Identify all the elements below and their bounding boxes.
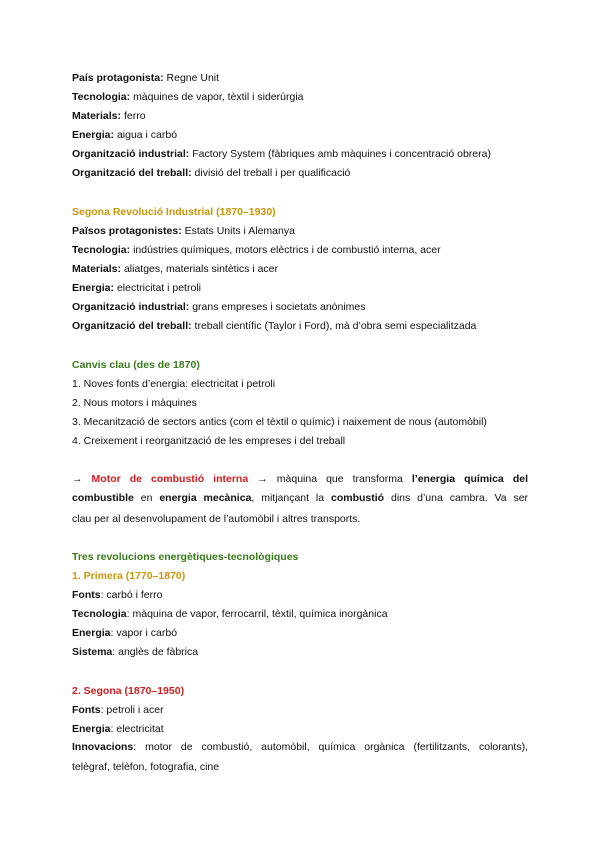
detail-row — [72, 262, 278, 276]
detail-row — [72, 128, 177, 142]
detail-row — [72, 607, 388, 621]
list-item: 3. Mecanització de sectors antics (com el tèxtil o químic) i naixement de nous (automòbil) — [72, 416, 487, 428]
detail-label: Materials: — [72, 263, 122, 275]
detail-value: màquines de vapor, tèxtil i siderúrgia — [133, 91, 304, 103]
detail-row — [72, 319, 476, 333]
list-item: 2. Nous motors i màquines — [72, 397, 197, 409]
detail-value: : carbó i ferro — [100, 589, 163, 601]
definition-text: dins d’una cambra. Va ser — [390, 492, 529, 504]
detail-label: Energia — [72, 627, 111, 639]
definition-text: màquina que transforma — [276, 473, 403, 485]
detail-value: : electricitat — [110, 723, 164, 735]
subsection-heading: 2. Segona (1870–1950) — [72, 685, 185, 697]
detail-value: : vapor i carbó — [110, 627, 178, 639]
detail-row — [72, 71, 219, 85]
detail-label: Tecnologia: — [72, 244, 131, 256]
definition-line — [72, 489, 528, 508]
detail-label: Materials: — [72, 110, 122, 122]
detail-label: Tecnologia: — [72, 91, 131, 103]
detail-value: aigua i carbó — [116, 129, 178, 141]
detail-row — [72, 243, 441, 257]
definition-line: clau per al desenvolupament de l’automòbil i altres transports. — [72, 513, 361, 525]
detail-label: País protagonista: — [72, 72, 164, 84]
detail-label: Organització del treball: — [72, 320, 192, 332]
definition-line — [72, 470, 528, 489]
detail-label: Innovacions — [72, 741, 134, 753]
definition-emphasis: l’energia química del — [411, 473, 528, 485]
detail-row — [72, 722, 164, 736]
detail-value: treball científic (Taylor i Ford), mà d’obra semi especialitzada — [194, 320, 477, 332]
detail-label: Fonts — [72, 704, 101, 716]
definition-emphasis: combustió — [331, 492, 385, 504]
detail-value: Regne Unit — [166, 72, 220, 84]
detail-label: Fonts — [72, 589, 101, 601]
detail-label: Organització industrial: — [72, 301, 190, 313]
list-item: 4. Creixement i reorganització de les empreses i del treball — [72, 435, 346, 447]
detail-value: : màquina de vapor, ferrocarril, tèxtil, química inorgànica — [126, 608, 388, 620]
detail-value: : anglès de fàbrica — [112, 646, 199, 658]
definition-emphasis: energia mecànica — [159, 492, 252, 504]
definition-term: Motor de combustió interna — [91, 473, 249, 485]
section-heading: Tres revolucions energètiques-tecnològiques — [72, 551, 299, 563]
definition-text: en — [140, 492, 153, 504]
detail-value: : petroli i acer — [100, 704, 164, 716]
detail-row — [72, 281, 201, 295]
detail-value: : motor de combustió, automòbil, química orgànica (fertilitzants, colorants), — [133, 741, 528, 753]
detail-label: Tecnologia — [72, 608, 127, 620]
detail-label: Països protagonistes: — [72, 225, 182, 237]
detail-value: grans empreses i societats anònimes — [192, 301, 366, 313]
detail-row — [72, 588, 162, 602]
list-item: 1. Noves fonts d’energia: electricitat i petroli — [72, 378, 276, 390]
detail-row-continuation: telègraf, telèfon, fotografia, cine — [72, 761, 220, 773]
detail-value: Factory System (fàbriques amb màquines i concentració obrera) — [192, 148, 491, 160]
detail-row — [72, 300, 366, 314]
definition-text: , mitjançant la — [251, 492, 325, 504]
subsection-heading: 1. Primera (1770–1870) — [72, 570, 186, 582]
detail-row — [72, 166, 350, 180]
detail-row — [72, 645, 198, 659]
arrow-icon: → — [257, 473, 268, 485]
detail-row — [72, 626, 177, 640]
detail-value: ferro — [123, 110, 146, 122]
detail-row — [72, 90, 304, 104]
detail-label: Energia: — [72, 282, 115, 294]
section-heading: Segona Revolució Industrial (1870–1930) — [72, 206, 276, 218]
definition-emphasis: combustible — [72, 492, 134, 504]
detail-value: divisió del treball i per qualificació — [194, 167, 351, 179]
detail-value: indústries químiques, motors elèctrics i de combustió interna, acer — [133, 244, 441, 256]
section-heading: Canvis clau (des de 1870) — [72, 359, 200, 371]
detail-value: electricitat i petroli — [116, 282, 201, 294]
detail-value: Estats Units i Alemanya — [184, 225, 295, 237]
detail-label: Organització del treball: — [72, 167, 192, 179]
detail-row — [72, 224, 295, 238]
detail-label: Energia — [72, 723, 111, 735]
detail-row — [72, 147, 491, 161]
detail-row — [72, 703, 164, 717]
arrow-icon: → — [72, 473, 83, 485]
detail-label: Energia: — [72, 129, 115, 141]
detail-row — [72, 738, 528, 757]
detail-label: Organització industrial: — [72, 148, 190, 160]
detail-label: Sistema — [72, 646, 113, 658]
detail-row — [72, 109, 146, 123]
detail-value: aliatges, materials sintètics i acer — [123, 263, 279, 275]
